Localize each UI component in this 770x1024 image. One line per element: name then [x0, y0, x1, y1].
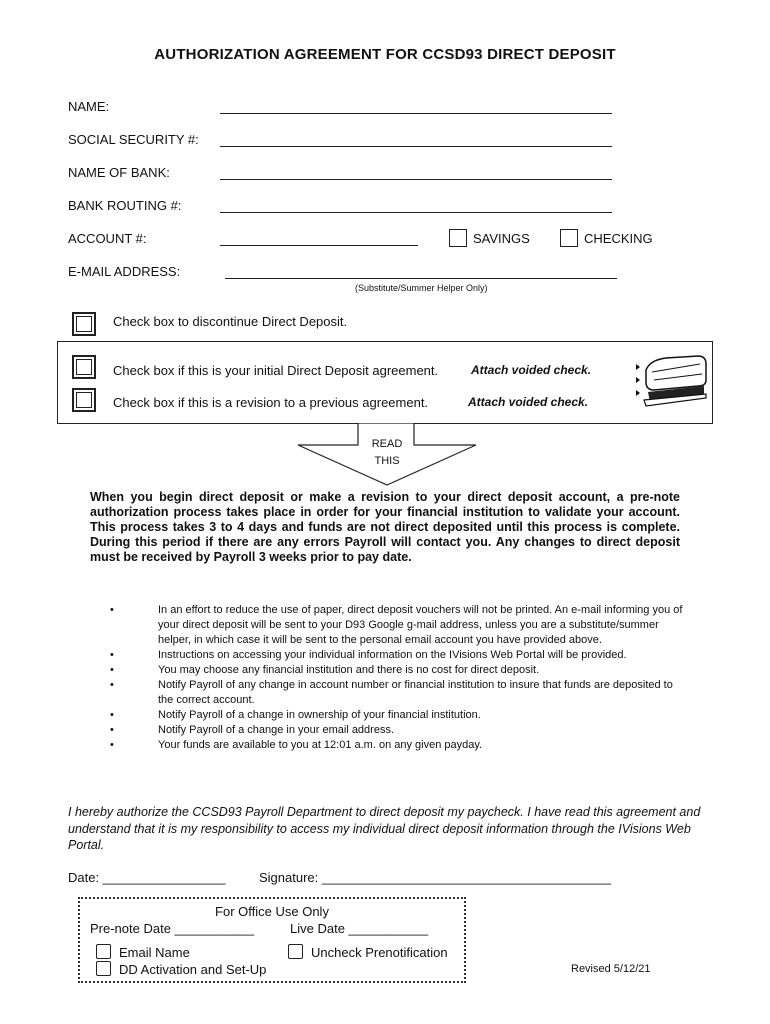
attach-note-revision: Attach voided check. — [468, 395, 589, 409]
routing-field[interactable] — [220, 212, 612, 213]
account-field[interactable] — [220, 245, 418, 246]
uncheck-prenote-option — [288, 944, 448, 960]
attach-note-initial: Attach voided check. — [471, 363, 592, 377]
prenote-date-field[interactable]: Pre-note Date ___________ — [90, 921, 255, 936]
discontinue-label: Check box to discontinue Direct Deposit. — [113, 314, 348, 329]
uncheck-prenote-checkbox[interactable] — [288, 944, 303, 959]
stapler-icon — [632, 350, 710, 410]
email-name-checkbox[interactable] — [96, 944, 111, 959]
list-item: • Notify Payroll of a change in your email address. — [110, 724, 395, 736]
list-item: • Notify Payroll of any change in account number or financial institution to insure that funds are deposited to the correct account. — [110, 679, 673, 706]
office-use-box — [78, 897, 466, 983]
list-item: • In an effort to reduce the use of paper, direct deposit vouchers will not be printed. An e-mail informing you of your direct deposit will be sent to your D93 Google g-mail address, unless you are a substitute/summer helper, in which case it will be sent to the personal email account you have provided above. — [110, 604, 683, 646]
revision-checkbox[interactable] — [72, 388, 96, 412]
list-item-text: Notify Payroll of a change in ownership of your financial institution. — [158, 709, 481, 721]
live-date-field[interactable]: Live Date ___________ — [290, 921, 429, 936]
list-item-text: Notify Payroll of a change in your email address. — [158, 724, 395, 736]
email-field[interactable] — [225, 278, 617, 279]
date-field[interactable]: Date: _________________ — [68, 870, 226, 885]
list-item-text: In an effort to reduce the use of paper, direct deposit vouchers will not be printed. An e-mail informing you of your direct deposit will be sent to your D93 Google g-mail address, unless you are a substitute/summer helper, in which case it will be sent to the personal email account you have provided above. — [158, 604, 683, 646]
dd-activation-option — [96, 961, 266, 977]
name-label: NAME: — [68, 99, 110, 114]
email-name-label: Email Name — [119, 945, 190, 960]
discontinue-checkbox[interactable] — [72, 312, 96, 336]
list-item: • You may choose any financial institution and there is no cost for direct deposit. — [110, 664, 540, 676]
prenote-paragraph: When you begin direct deposit or make a revision to your direct deposit account, a pre-note authorization process takes place in order for your financial institution to validate your account. This process takes 3 to 4 days and funds are not direct deposited until this process is complete. During this period if there are any errors Payroll will contact you. Any changes to direct deposit must be received by Payroll 3 weeks prior to pay date. — [90, 490, 680, 564]
email-label: E-MAIL ADDRESS: — [68, 264, 181, 279]
list-item: • Instructions on accessing your individual information on the IVisions Web Portal will be provided. — [110, 649, 627, 661]
read-this-line1: READ — [371, 438, 403, 450]
name-field[interactable] — [220, 113, 612, 114]
office-title: For Office Use Only — [215, 904, 329, 919]
revised-date: Revised 5/12/21 — [571, 963, 651, 975]
list-item: • Your funds are available to you at 12:01 a.m. on any given payday. — [110, 739, 483, 751]
list-item: • Notify Payroll of a change in ownership of your financial institution. — [110, 709, 481, 721]
account-label: ACCOUNT #: — [68, 231, 147, 246]
email-name-option — [96, 944, 190, 960]
initial-label: Check box if this is your initial Direct Deposit agreement. — [113, 363, 439, 378]
ssn-label: SOCIAL SECURITY #: — [68, 132, 199, 147]
bank-label: NAME OF BANK: — [68, 165, 170, 180]
page-title: AUTHORIZATION AGREEMENT FOR CCSD93 DIRECT DEPOSIT — [154, 46, 616, 63]
list-item-text: You may choose any financial institution and there is no cost for direct deposit. — [158, 664, 540, 676]
bank-field[interactable] — [220, 179, 612, 180]
revision-label: Check box if this is a revision to a previous agreement. — [113, 395, 429, 410]
signature-field[interactable]: Signature: ________________________________________ — [259, 870, 612, 885]
dd-activation-checkbox[interactable] — [96, 961, 111, 976]
info-bullet-list — [110, 603, 690, 753]
initial-checkbox[interactable] — [72, 355, 96, 379]
ssn-field[interactable] — [220, 146, 612, 147]
read-this-line2: THIS — [374, 455, 400, 467]
list-item-text: Instructions on accessing your individual information on the IVisions Web Portal will be provided. — [158, 649, 627, 661]
checking-checkbox[interactable] — [560, 229, 578, 247]
email-note: (Substitute/Summer Helper Only) — [355, 283, 488, 293]
read-this-label — [296, 436, 478, 470]
authorization-statement: I hereby authorize the CCSD93 Payroll Department to direct deposit my paycheck. I have read this agreement and understand that it is my responsibility to access my individual direct deposit information through the IVisions Web Portal. — [68, 805, 701, 852]
uncheck-prenote-label: Uncheck Prenotification — [311, 945, 448, 960]
agreement-type-box — [57, 341, 713, 424]
routing-label: BANK ROUTING #: — [68, 198, 182, 213]
dd-activation-label: DD Activation and Set-Up — [119, 962, 267, 977]
savings-checkbox[interactable] — [449, 229, 467, 247]
savings-label: SAVINGS — [473, 231, 530, 246]
list-item-text: Notify Payroll of any change in account number or financial institution to insure that funds are deposited to the correct account. — [158, 679, 673, 706]
checking-label: CHECKING — [584, 231, 653, 246]
list-item-text: Your funds are available to you at 12:01 a.m. on any given payday. — [158, 739, 483, 751]
